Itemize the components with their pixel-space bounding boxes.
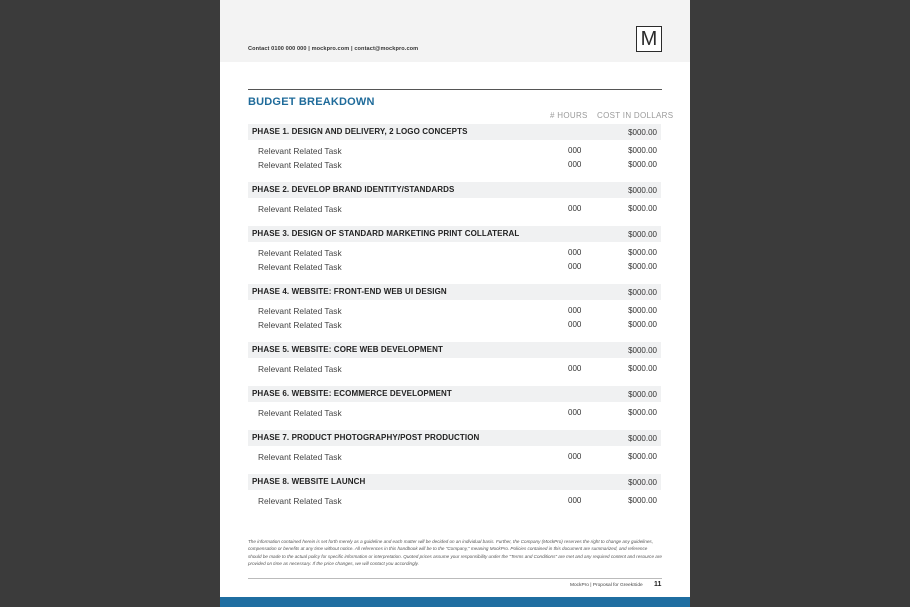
top-divider	[248, 89, 662, 90]
task-row	[248, 318, 661, 332]
page-title: BUDGET BREAKDOWN	[248, 96, 375, 108]
phase-group	[248, 430, 661, 464]
phase-label: PHASE 8. WEBSITE LAUNCH	[252, 477, 366, 486]
task-label: Relevant Related Task	[258, 452, 342, 462]
task-cost: $000.00	[628, 408, 657, 417]
document-page	[220, 0, 690, 607]
phase-row	[248, 284, 661, 300]
phase-cost: $000.00	[628, 230, 657, 239]
phase-group	[248, 342, 661, 376]
phase-cost: $000.00	[628, 434, 657, 443]
logo	[636, 26, 662, 52]
task-label: Relevant Related Task	[258, 160, 342, 170]
footer-divider	[248, 578, 662, 579]
task-list	[248, 300, 661, 332]
phase-cost: $000.00	[628, 288, 657, 297]
task-hours: 000	[568, 146, 582, 155]
task-row	[248, 494, 661, 508]
task-cost: $000.00	[628, 160, 657, 169]
phase-row	[248, 430, 661, 446]
phase-label: PHASE 3. DESIGN OF STANDARD MARKETING PRINT COLLATERAL	[252, 229, 520, 238]
task-hours: 000	[568, 262, 582, 271]
column-header-hours: # HOURS	[550, 111, 588, 120]
task-label: Relevant Related Task	[258, 204, 342, 214]
phase-cost: $000.00	[628, 390, 657, 399]
task-hours: 000	[568, 364, 582, 373]
footer-accent-bar	[220, 597, 690, 607]
task-hours: 000	[568, 320, 582, 329]
task-cost: $000.00	[628, 364, 657, 373]
phase-label: PHASE 2. DEVELOP BRAND IDENTITY/STANDARDS	[252, 185, 455, 194]
phase-row	[248, 124, 661, 140]
task-list	[248, 358, 661, 376]
phase-label: PHASE 1. DESIGN AND DELIVERY, 2 LOGO CONCEPTS	[252, 127, 468, 136]
phase-label: PHASE 7. PRODUCT PHOTOGRAPHY/POST PRODUCTION	[252, 433, 480, 442]
task-row	[248, 450, 661, 464]
task-row	[248, 144, 661, 158]
task-hours: 000	[568, 160, 582, 169]
phase-row	[248, 386, 661, 402]
task-hours: 000	[568, 452, 582, 461]
task-list	[248, 198, 661, 216]
task-label: Relevant Related Task	[258, 496, 342, 506]
phase-group	[248, 474, 661, 508]
phase-group	[248, 284, 661, 332]
task-list	[248, 402, 661, 420]
task-cost: $000.00	[628, 496, 657, 505]
task-row	[248, 158, 661, 172]
task-label: Relevant Related Task	[258, 364, 342, 374]
task-cost: $000.00	[628, 262, 657, 271]
phase-group	[248, 182, 661, 216]
task-cost: $000.00	[628, 146, 657, 155]
task-list	[248, 140, 661, 172]
task-cost: $000.00	[628, 320, 657, 329]
logo-letter: M	[640, 28, 658, 50]
phase-row	[248, 182, 661, 198]
phase-label: PHASE 4. WEBSITE: FRONT-END WEB UI DESIGN	[252, 287, 447, 296]
contact-line: Contact 0100 000 000 | mockpro.com | contact@mockpro.com	[248, 46, 419, 52]
task-list	[248, 446, 661, 464]
budget-table	[248, 124, 661, 518]
phase-row	[248, 474, 661, 490]
task-label: Relevant Related Task	[258, 262, 342, 272]
task-label: Relevant Related Task	[258, 248, 342, 258]
task-row	[248, 202, 661, 216]
task-label: Relevant Related Task	[258, 408, 342, 418]
task-label: Relevant Related Task	[258, 320, 342, 330]
phase-label: PHASE 5. WEBSITE: CORE WEB DEVELOPMENT	[252, 345, 443, 354]
footer-text: MockPro | Proposal for GreekSide	[570, 583, 643, 588]
phase-cost: $000.00	[628, 128, 657, 137]
task-hours: 000	[568, 306, 582, 315]
task-cost: $000.00	[628, 306, 657, 315]
task-cost: $000.00	[628, 452, 657, 461]
task-hours: 000	[568, 204, 582, 213]
task-hours: 000	[568, 248, 582, 257]
phase-group	[248, 386, 661, 420]
phase-group	[248, 226, 661, 274]
task-cost: $000.00	[628, 204, 657, 213]
task-row	[248, 246, 661, 260]
page-header	[220, 0, 690, 62]
task-hours: 000	[568, 496, 582, 505]
task-row	[248, 304, 661, 318]
page-number: 11	[654, 581, 662, 588]
task-row	[248, 406, 661, 420]
phase-row	[248, 226, 661, 242]
task-label: Relevant Related Task	[258, 146, 342, 156]
task-list	[248, 242, 661, 274]
task-hours: 000	[568, 408, 582, 417]
phase-row	[248, 342, 661, 358]
phase-group	[248, 124, 661, 172]
task-list	[248, 490, 661, 508]
task-label: Relevant Related Task	[258, 306, 342, 316]
phase-cost: $000.00	[628, 478, 657, 487]
column-header-cost: COST IN DOLLARS	[597, 111, 674, 120]
phase-cost: $000.00	[628, 346, 657, 355]
task-cost: $000.00	[628, 248, 657, 257]
phase-cost: $000.00	[628, 186, 657, 195]
phase-label: PHASE 6. WEBSITE: ECOMMERCE DEVELOPMENT	[252, 389, 452, 398]
task-row	[248, 362, 661, 376]
task-row	[248, 260, 661, 274]
disclaimer-text: The information contained herein is set forth merely as a guideline and each matter will be decided on an individual basis. Further, the Company (MockPro) reserves the right to change any guidelines, compensation or benefits at any time without notice. All references in this handbook will be to the "Company," meaning MockPro. Policies contained in this document are summarized, and reference should be made to the actual policy for specific information or interpretation. Quoted prices assume your responsibility under the "Terms and Conditions" are met and any required content and resource are provided on time as necessary. If the price changes, we will contact you accordingly.	[248, 539, 662, 567]
